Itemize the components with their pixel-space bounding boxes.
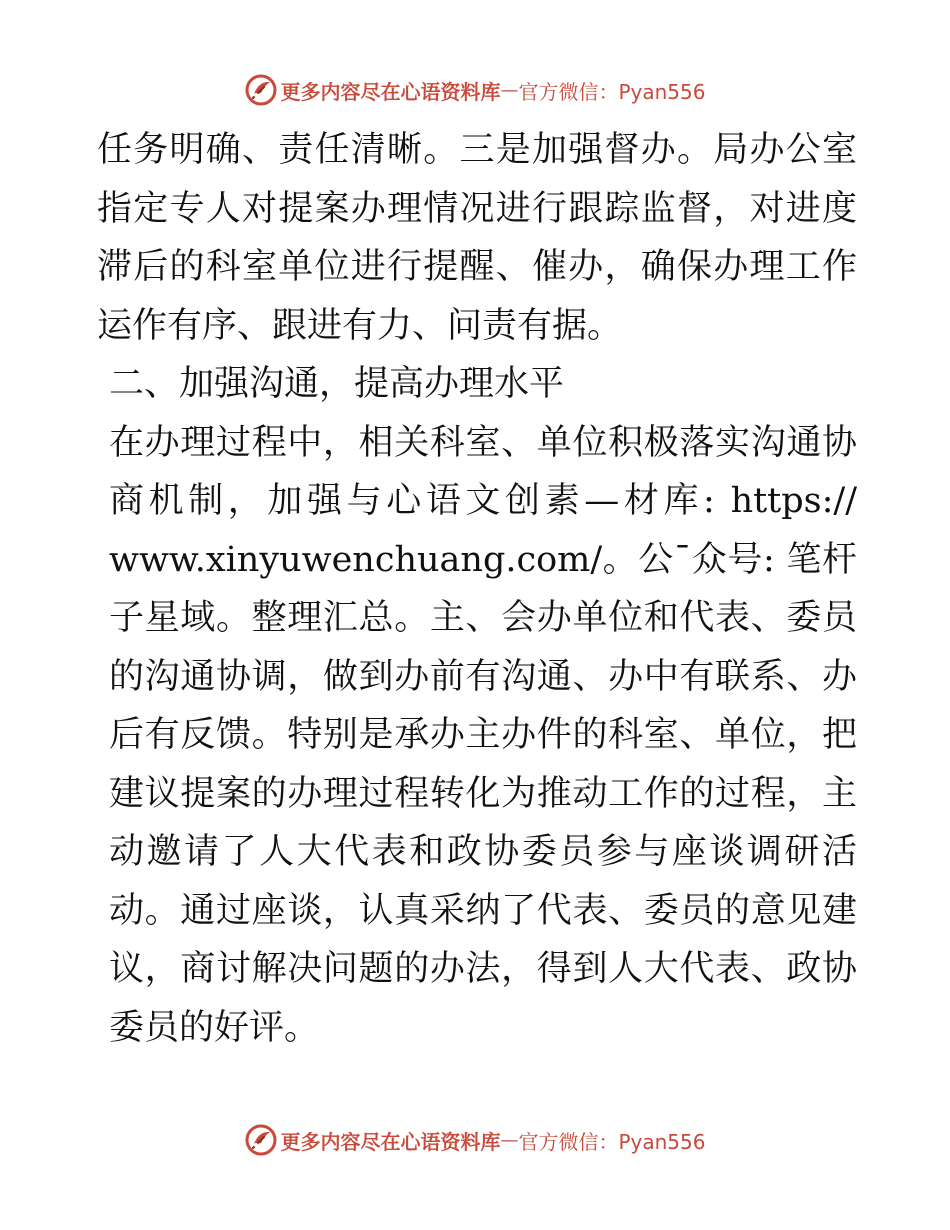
brand-logo-icon — [244, 73, 278, 107]
footer-banner-contact: 官方微信：Pyan556 — [518, 1129, 706, 1154]
header-banner — [0, 70, 950, 110]
brand-logo-icon — [244, 1123, 278, 1157]
document-body — [97, 121, 857, 1057]
footer-banner-separator: — — [500, 1129, 519, 1151]
header-banner-contact: 官方微信：Pyan556 — [518, 79, 706, 104]
paragraph-1: 任务明确、责任清晰。三是加强督办。局办公室指定专人对提案办理情况进行跟踪监督，对进度滞后的科室单位进行提醒、催办，确保办理工作运作有序、跟进有力、问责有据。 — [97, 130, 857, 346]
header-banner-text: 更多内容尽在心语资料库 — [280, 79, 501, 104]
section-heading-2: 二、加强沟通，提高办理水平 — [109, 364, 565, 404]
footer-banner-text: 更多内容尽在心语资料库 — [280, 1129, 501, 1154]
footer-banner — [0, 1120, 950, 1160]
header-banner-separator: — — [500, 79, 519, 101]
paragraph-2: 在办理过程中，相关科室、单位积极落实沟通协商机制，加强与心语文创素—材库: https:// www.xinyuwenchuang.com/。公¯众号: 笔杆子星域。整理汇总。主、会办单位和代表、委员的沟通协调，做到办前有沟通、办中有联系、办后有反馈。特别是承办主办件的科室、单位，把建议提案的办理过程转化为推动工作的过程，主动邀请了人大代表和政协委员参与座谈调研活动。通过座谈，认真采纳了代表、委员的意见建议，商讨解决问题的办法，得到人大代表、政协委员的好评。 — [109, 422, 857, 1048]
